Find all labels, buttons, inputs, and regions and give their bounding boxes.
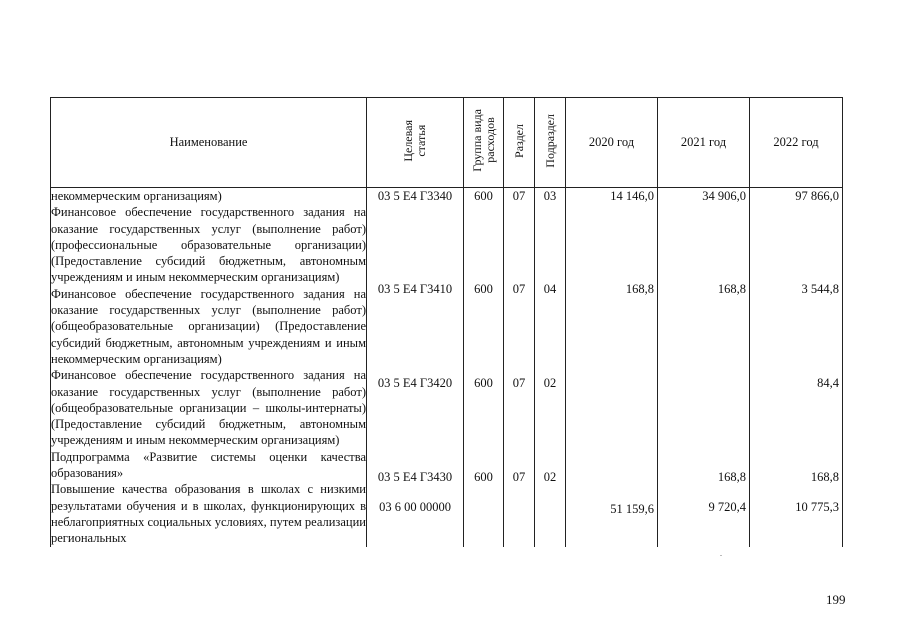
value-2022: 10 775,3: [795, 500, 839, 514]
header-2020: 2020 год: [566, 98, 658, 188]
value-2022: 168,8: [810, 470, 839, 484]
section-value: 07: [512, 470, 526, 484]
section-value: 07: [512, 376, 526, 390]
value-2020: 51 159,6: [610, 502, 654, 516]
col-2020: [566, 188, 658, 547]
header-name: Наименование: [51, 98, 367, 188]
value-2022: 84,4: [817, 376, 839, 390]
col-2021: [658, 188, 750, 547]
row-name-text: Финансовое обеспечение государственного задания на оказание государственных услуг (выполнение работ) (профессиональные образовательные организации) (Предоставление субсидий бюджетным, автономным учреждениям и иным некоммерческим организациям): [51, 205, 366, 285]
page-number: 199: [826, 592, 846, 607]
header-group: Группа вида расходов: [464, 98, 504, 188]
target-value: 03 5 Е4 Г3420: [377, 376, 453, 390]
target-value: 03 5 Е4 Г3340: [377, 189, 453, 203]
subsection-value: 02: [543, 376, 557, 390]
group-value: 600: [474, 282, 493, 296]
value-2020: 168,8: [625, 282, 654, 296]
col-subsection: [535, 188, 566, 547]
subsection-value: 03: [543, 189, 557, 203]
budget-table: [50, 97, 843, 547]
row-name: [51, 188, 367, 547]
col-target: [367, 188, 464, 547]
header-target: Целевая статья: [367, 98, 464, 188]
row-name-text: Подпрограмма «Развитие системы оценки качества образования»: [51, 449, 366, 481]
row-name-text: Финансовое обеспечение государственного задания на оказание государственных услуг (выполнение работ) (общеобразовательные организации – школы-интернаты) (Предоставление субсидий бюджетным, автономным учреждениям и иным некоммерческим организациям): [51, 368, 366, 448]
row-name-text: Повышение качества образования в школах с низкими результатами обучения и в школах, функционирующих в неблагоприятных социальных условиях, путем реализации региональных: [51, 482, 366, 546]
header-subsection: Подраздел: [535, 98, 566, 188]
target-value: 03 5 Е4 Г3410: [377, 282, 453, 296]
target-value: 03 5 Е4 Г3430: [377, 470, 453, 484]
col-2022: [750, 188, 843, 547]
section-value: 07: [512, 189, 526, 203]
header-2021: 2021 год: [658, 98, 750, 188]
col-section: [504, 188, 535, 547]
value-2020: 14 146,0: [610, 189, 654, 203]
header-2022: 2022 год: [750, 98, 843, 188]
header-row: [51, 98, 843, 188]
section-value: 07: [512, 282, 526, 296]
value-2021: 168,8: [717, 282, 746, 296]
value-2021: 34 906,0: [702, 189, 746, 203]
subsection-value: 04: [543, 282, 557, 296]
col-group: [464, 188, 504, 547]
value-2021: 168,8: [717, 470, 746, 484]
group-value: 600: [474, 376, 493, 390]
header-section: Раздел: [504, 98, 535, 188]
value-2022: 97 866,0: [795, 189, 839, 203]
value-2021: 9 720,4: [708, 500, 746, 514]
row-name-text: некоммерческим организациям): [51, 189, 222, 203]
target-value: 03 6 00 00000: [379, 500, 451, 514]
group-value: 600: [474, 189, 493, 203]
row-name-text: Финансовое обеспечение государственного задания на оказание государственных услуг (выполнение работ) (общеобразовательные организации) (Предоставление субсидий бюджетным, автономным учреждениям и иным некоммерческим организациям): [51, 286, 366, 366]
group-value: 600: [474, 470, 493, 484]
value-2022: 3 544,8: [801, 282, 839, 296]
scan-speck: [720, 555, 722, 556]
table-row: [51, 188, 843, 547]
subsection-value: 02: [543, 470, 557, 484]
